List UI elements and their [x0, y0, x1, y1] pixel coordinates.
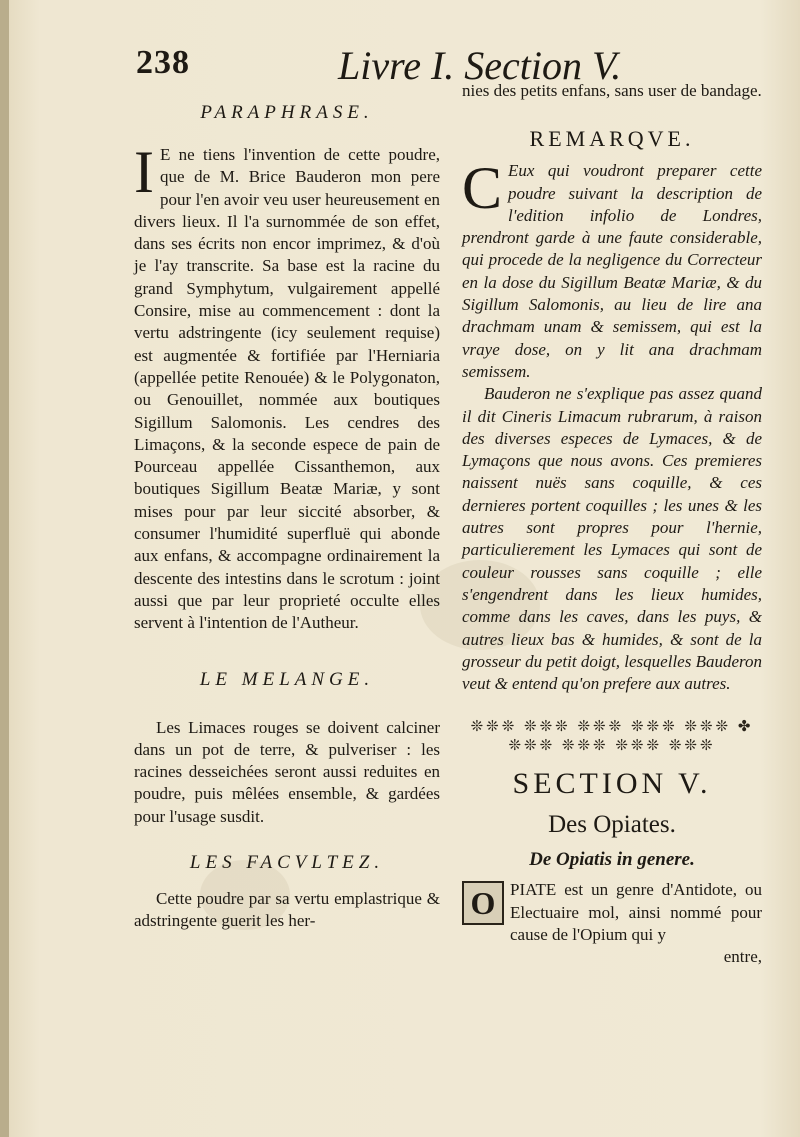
- ornamental-initial: O: [462, 881, 504, 925]
- opiate-paragraph: [462, 879, 762, 946]
- page-spine: [0, 0, 9, 1137]
- heading-melange: LE MELANGE.: [199, 668, 375, 690]
- catchword: entre,: [723, 947, 762, 967]
- section-subtitle: Des Opiates.: [548, 811, 676, 839]
- remarque-text-1: Eux qui voudront preparer cette poudre suivant la description de l'edition infolio de Londres, prendront garde à une faute considerable, qui procede de la negligence du Correcteur en la dose du Sigillum Beatæ Mariæ, & du Sigillum Salomonis, au lieu de lire ana drachmam unam & semissem, qui est la vraye dose, on y lit ana drachmam semissem.: [462, 161, 762, 381]
- melange-text: Les Limaces rouges se doivent calciner dans un pot de terre, & pulveriser : les racines desseichées seront aussi reduites en poudre, puis mêlées ensemble, & gardées pour l'usage susdit.: [134, 717, 440, 826]
- heading-remarque: REMARQVE.: [529, 126, 695, 152]
- section-title: SECTION V.: [512, 767, 712, 801]
- left-column: [134, 100, 440, 933]
- paraphrase-text: E ne tiens l'invention de cette poudre, que de M. Brice Bauderon mon pere pour l'en avoir veu user heureusement en divers lieux. Il l'a surnommée de son effet, dans ses écrits non encor imprimez, & d'où je l'ay transcrite. Sa base est la racine du grand Symphytum, vulgairement appellé Consire, mise au commencement : dont la vertu adstringente (icy seulement requise) est augmentée & fortifiée par l'Herniaria (appellée petite Renouée) & le Polygonaton, ou Genouillet, nommée aux boutiques Sigillum Salomonis. Les cendres des Limaçons, & la seconde espece de pain de Pourceau appellée Cissanthemon, aux boutiques Sigillum Beatæ Mariæ, y sont mises pour par leur siccité absorber, & consumer l'humidité superfluë qui abonde aux enfans, & accompagne ordinairement la descente des intestins dans le scrotum : joint aussi que par leur proprieté occulte elles servent à l'intention de l'Autheur.: [134, 145, 440, 633]
- continuation-text: nies des petits enfans, sans user de bandage.: [462, 81, 762, 100]
- ornament-divider: ❊❊❊ ❊❊❊ ❊❊❊ ❊❊❊ ❊❊❊ ✤ ❊❊❊ ❊❊❊ ❊❊❊ ❊❊❊: [470, 719, 754, 755]
- remarque-text-2: Bauderon ne s'explique pas assez quand il dit Cineris Limacum rubrarum, à raison des diverses especes de Lymaces, & de Lymaçons que nous avons. Ces premieres naissent nuës sans coquille, & ces dernieres portent coquilles ; les unes & les autres sont propres pour l'hernie, particulierement les Lymaces qui sont de couleur rousses sans coquille ; elle s'engendrent dans les lieux humides, comme dans les caves, dans les puys, & autres lieux bas & humides, & sont de la grosseur du petit doigt, lesquelles Bauderon veut & entend qu'on prefere aux autres.: [462, 384, 762, 694]
- dropcap: I: [134, 139, 154, 205]
- dropcap: C: [462, 155, 503, 222]
- running-head: Livre I. Section V.: [338, 43, 622, 88]
- opiate-text: PIATE est un genre d'Antidote, ou Electuaire mol, ainsi nommé pour cause de l'Opium qui y: [510, 880, 762, 945]
- right-column: [462, 80, 762, 969]
- paraphrase-paragraph: [134, 139, 440, 635]
- heading-facultez: LES FACVLTEZ.: [189, 852, 385, 874]
- page-number: 238: [136, 44, 190, 81]
- facultez-text: Cette poudre par sa vertu emplastrique & adstringente guerit les her-: [134, 889, 440, 931]
- heading-paraphrase: PARAPHRASE.: [200, 102, 374, 123]
- remarque-paragraph-1: [462, 155, 762, 383]
- section-subsubtitle: De Opiatis in genere.: [529, 849, 695, 871]
